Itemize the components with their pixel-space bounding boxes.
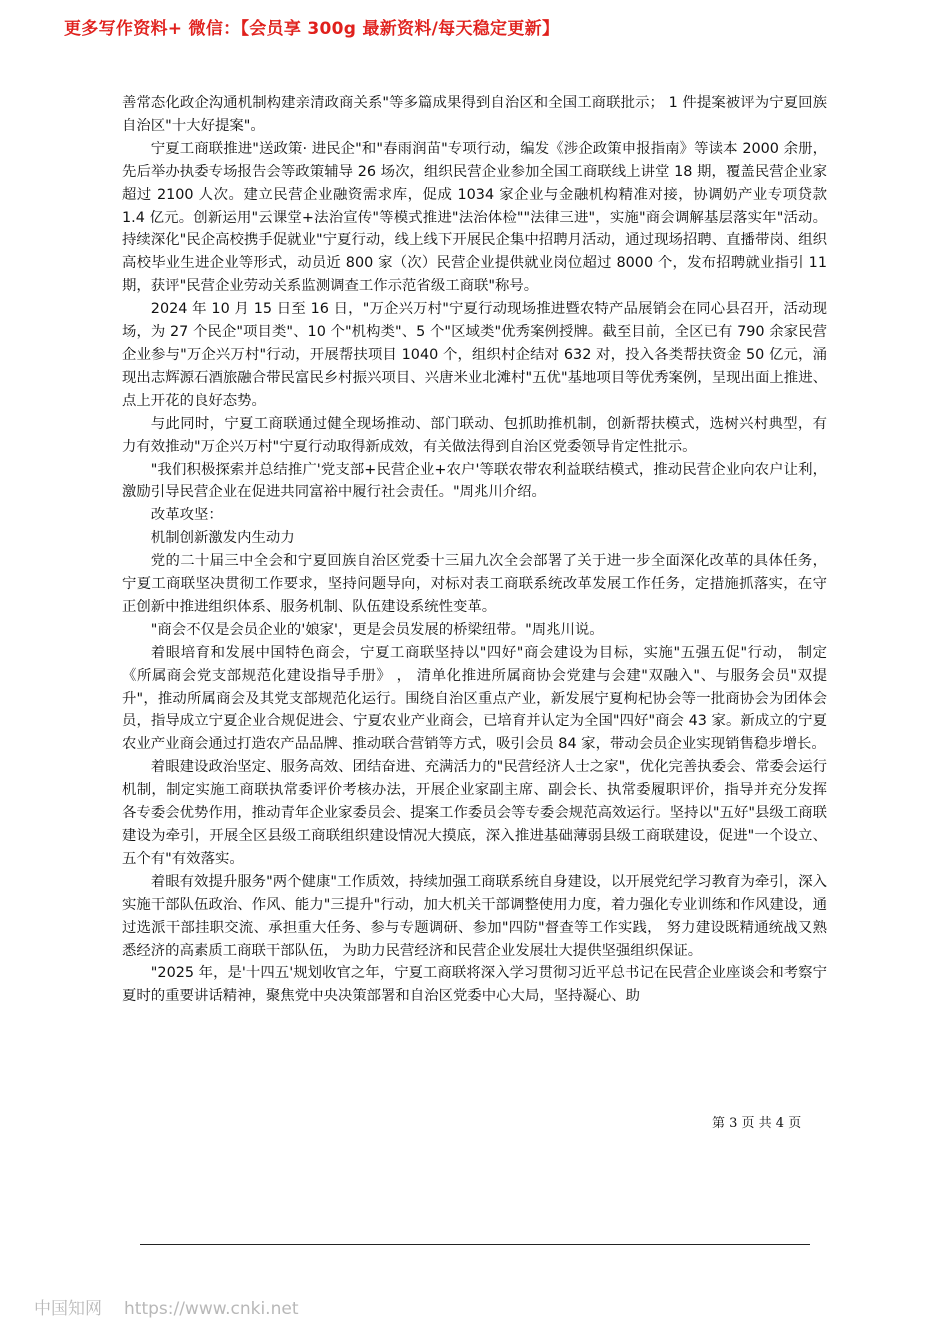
page-number: 第 3 页 共 4 页 bbox=[712, 1116, 802, 1131]
article-body bbox=[122, 92, 827, 1008]
paragraph: 着眼有效提升服务"两个健康"工作质效，持续加强工商联系统自身建设，以开展党纪学习教育为牵引，深入实施干部队伍政治、作风、能力"三提升"行动，加大机关干部调整使用力度，着力强化专业训练和作风建设，通过选派干部挂职交流、承担重大任务、参与专题调研、参加"四防"督查等工作实践， 努力建设既精通统战又熟悉经济的高素质工商联干部队伍， 为助力民营经济和民营企业发展壮大提供坚强组织保证。 bbox=[122, 873, 827, 959]
section-subheading: 机制创新激发内生动力 bbox=[150, 530, 295, 547]
promo-banner: 更多写作资料+ 微信：【会员享 300g 最新资料/每天稳定更新】 bbox=[64, 19, 560, 39]
paragraph: 着眼培育和发展中国特色商会，宁夏工商联坚持以"四好"商会建设为目标，实施"五强五促"行动， 制定 《所属商会党支部规范化建设指导手册》 ， 清单化推进所属商协会党建与会建"双融入"、与服务会员"双提升"，推动所属商会及其党支部规范化运行。围绕自治区重点产业，新发展宁夏枸杞协会等一批商协会为团体会员，指导成立宁夏企业合规促进会、宁夏农业产业商会，已培育并认定为全国"四好"商会 43 家。新成立的宁夏农业产业商会通过打造农产品品牌、推动联合营销等方式，吸引会员 84 家，带动会员企业实现销售稳步增长。 bbox=[122, 644, 827, 753]
paragraph: 与此同时，宁夏工商联通过健全现场推动、部门联动、包抓助推机制，创新帮扶模式，选树兴村典型，有力有效推动"万企兴万村"宁夏行动取得新成效，有关做法得到自治区党委领导肯定性批示。 bbox=[122, 415, 827, 455]
paragraph: 宁夏工商联推进"送政策· 进民企"和"春雨润苗"专项行动，编发《涉企政策申报指南》等读本 2000 余册，先后举办执委专场报告会等政策辅导 26 场次，组织民营企业参加全国工商联线上讲堂 18 期，覆盖民营企业家超过 2100 人次。建立民营企业融资需求库，促成 1034 家企业与金融机构精准对接，协调奶产业专项贷款 1.4 亿元。创新运用"云课堂+法治宣传"等模式推进"法治体检""法律三进"，实施"商会调解基层落实年"活动。持续深化"民企高校携手促就业"宁夏行动，线上线下开展民企集中招聘月活动，通过现场招聘、直播带岗、组织高校毕业生进企业等形式，动员近 800 家（次）民营企业提供就业岗位超过 8000 个，发布招聘就业指引 11 期，获评"民营企业劳动关系监测调查工作示范省级工商联"称号。 bbox=[122, 140, 827, 295]
watermark-url: https://www.cnki.net bbox=[124, 1299, 299, 1319]
paragraph: "2025 年，是'十四五'规划收官之年，宁夏工商联将深入学习贯彻习近平总书记在民营企业座谈会和考察宁夏时的重要讲话精神，聚焦党中央决策部署和自治区党委中心大局，坚持凝心、助 bbox=[122, 965, 827, 1005]
paragraph: "我们积极探索并总结推广'党支部+民营企业+农户'等联农带农利益联结模式，推动民营企业向农户让利，激励引导民营企业在促进共同富裕中履行社会责任。"周兆川介绍。 bbox=[122, 461, 827, 501]
section-heading: 改革攻坚： bbox=[150, 507, 223, 524]
paragraph: "商会不仅是会员企业的'娘家'，更是会员发展的桥梁纽带。"周兆川说。 bbox=[150, 621, 604, 638]
cnki-watermark bbox=[34, 1294, 320, 1319]
watermark-site-name: 中国知网 bbox=[34, 1299, 102, 1319]
paragraph: 2024 年 10 月 15 日至 16 日，"万企兴万村"宁夏行动现场推进暨农特产品展销会在同心县召开，活动现场，为 27 个民企"项目类"、10 个"机构类"、5 个"区域类"优秀案例授牌。截至目前，全区已有 790 余家民营企业参与"万企兴万村"行动，开展帮扶项目 1040 个，组织村企结对 632 对，投入各类帮扶资金 50 亿元，涌现出志辉源石酒旅融合带民富民乡村振兴项目、兴唐米业北滩村"五优"基地项目等优秀案例，呈现出面上推进、点上开花的良好态势。 bbox=[122, 301, 827, 409]
paragraph: 党的二十届三中全会和宁夏回族自治区党委十三届九次全会部署了关于进一步全面深化改革的具体任务，宁夏工商联坚决贯彻工作要求，坚持问题导向，对标对表工商联系统改革发展工作任务，定措施抓落实，在守正创新中推进组织体系、服务机制、队伍建设系统性变革。 bbox=[122, 553, 827, 615]
paragraph: 着眼建设政治坚定、服务高效、团结奋进、充满活力的"民营经济人士之家"，优化完善执委会、常委会运行机制，制定实施工商联执常委评价考核办法，开展企业家副主席、副会长、执常委履职评价，指导并充分发挥各专委会优势作用，推动青年企业家委员会、提案工作委员会等专委会规范高效运行。坚持以"五好"县级工商联建设为牵引，开展全区县级工商联组织建设情况大摸底，深入推进基础薄弱县级工商联建设，促进"一个设立、五个有"有效落实。 bbox=[122, 759, 827, 867]
paragraph: 善常态化政企沟通机制构建亲清政商关系"等多篇成果得到自治区和全国工商联批示； 1 件提案被评为宁夏回族自治区"十大好提案"。 bbox=[122, 95, 827, 134]
footer-divider bbox=[140, 1244, 810, 1245]
